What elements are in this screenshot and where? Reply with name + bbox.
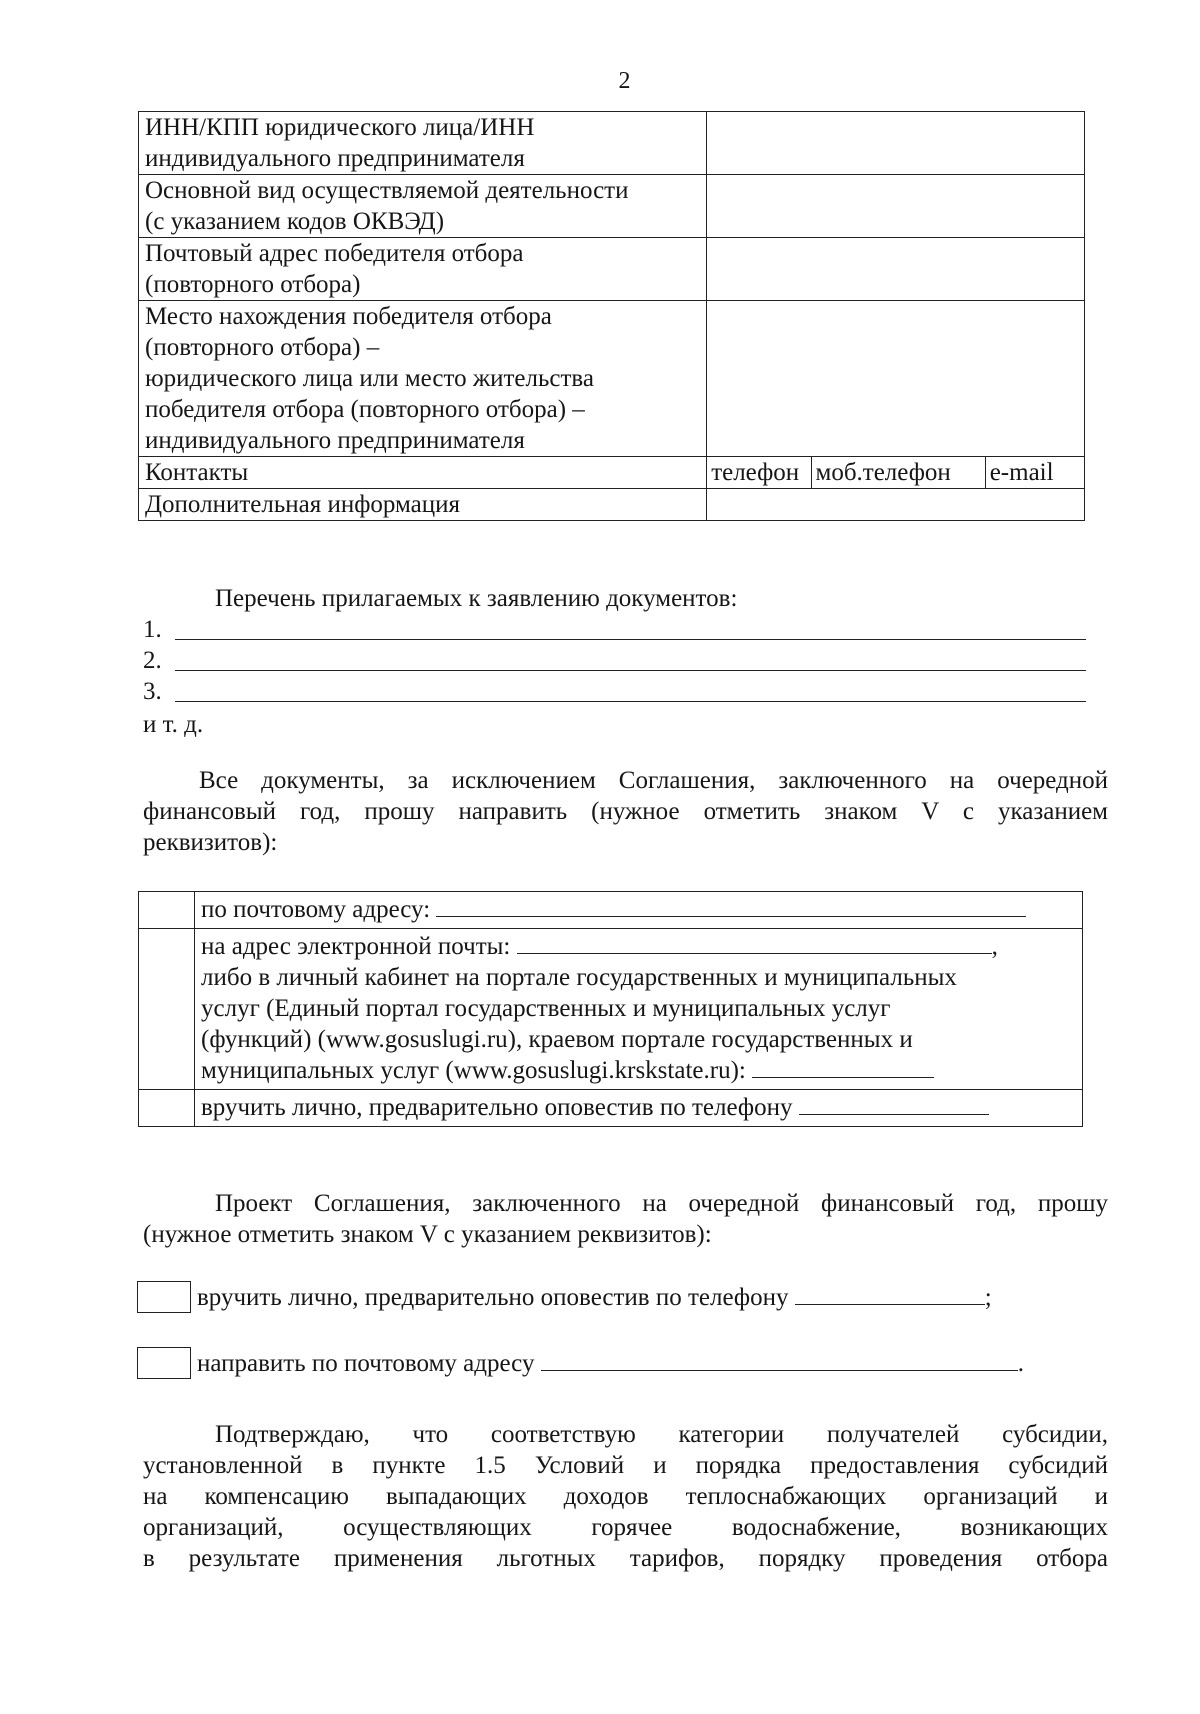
agreement-option-postal bbox=[197, 1348, 1024, 1379]
value-cell-activity[interactable] bbox=[707, 175, 1085, 238]
checkbox-email[interactable] bbox=[139, 929, 195, 1090]
label-line: (повторного отбора) bbox=[145, 271, 361, 298]
table-row bbox=[139, 1090, 1083, 1127]
doc-etc: и т. д. bbox=[143, 711, 204, 738]
row-label-activity bbox=[139, 175, 707, 238]
label-line: ИНН/КПП юридического лица/ИНН bbox=[145, 114, 535, 141]
label-line: юридического лица или место жительства bbox=[145, 365, 594, 392]
portal-blank[interactable] bbox=[752, 1055, 934, 1078]
option-email-line: либо в личный кабинет на портале государственных и муниципальных bbox=[201, 964, 957, 991]
label-line: (с указанием кодов ОКВЭД) bbox=[145, 208, 445, 235]
label-line: Основной вид осуществляемой деятельности bbox=[145, 177, 629, 204]
value-cell-additional[interactable] bbox=[707, 489, 1085, 521]
row-label-location bbox=[139, 301, 707, 457]
label-line: индивидуального предпринимателя bbox=[145, 427, 525, 454]
option-postal bbox=[195, 892, 1083, 929]
label-line: индивидуального предпринимателя bbox=[145, 145, 525, 172]
agreement-address-blank[interactable] bbox=[541, 1348, 1018, 1371]
table-row bbox=[139, 489, 1085, 521]
option-email-line: (функций) (www.gosuslugi.ru), краевом портале государственных и bbox=[201, 1026, 913, 1053]
row-label-additional: Дополнительная информация bbox=[139, 489, 707, 521]
confirmation-line: в результате применения льготных тарифов, порядку проведения отбора bbox=[143, 1545, 1108, 1572]
confirmation-line: установленной в пункте 1.5 Условий и порядка предоставления субсидий bbox=[143, 1452, 1108, 1479]
agreement-option-postal-label: направить по почтовому адресу bbox=[197, 1350, 535, 1377]
personal-phone-blank[interactable] bbox=[799, 1092, 989, 1115]
agreement-option-personal-label: вручить лично, предварительно оповестив по телефону bbox=[197, 1284, 789, 1311]
label-line: победителя отбора (повторного отбора) – bbox=[145, 396, 585, 423]
option-email-line bbox=[201, 931, 1076, 962]
option-personal bbox=[195, 1090, 1083, 1127]
label-line: Почтовый адрес победителя отбора bbox=[145, 240, 524, 267]
value-cell-inn[interactable] bbox=[707, 112, 1085, 175]
row-label-contacts: Контакты bbox=[139, 457, 707, 489]
postal-address-blank[interactable] bbox=[436, 894, 1026, 917]
doc-item-2-line[interactable] bbox=[175, 670, 1086, 671]
option-email-line bbox=[201, 1055, 1076, 1086]
table-row bbox=[139, 238, 1085, 301]
checkbox-personal[interactable] bbox=[139, 1090, 195, 1127]
doc-item-1-line[interactable] bbox=[175, 639, 1086, 640]
delivery-options-table bbox=[138, 891, 1083, 1127]
option-email bbox=[195, 929, 1083, 1090]
agreement-phone-blank[interactable] bbox=[795, 1282, 985, 1305]
checkbox-agreement-postal[interactable] bbox=[137, 1347, 191, 1379]
doc-item-number: 3. bbox=[143, 678, 162, 705]
agreement-intro-line: Проект Соглашения, заключенного на очередной финансовый год, прошу bbox=[215, 1190, 1108, 1217]
documents-heading: Перечень прилагаемых к заявлению документов: bbox=[215, 585, 738, 612]
value-cell-postal-address[interactable] bbox=[707, 238, 1085, 301]
table-row bbox=[139, 301, 1085, 457]
agreement-intro-line: (нужное отметить знаком V с указанием реквизитов): bbox=[143, 1221, 712, 1248]
table-row bbox=[139, 929, 1083, 1090]
contact-mobile-cell[interactable]: моб.телефон bbox=[811, 457, 985, 489]
confirmation-line: организаций, осуществляющих горячее водоснабжение, возникающих bbox=[143, 1514, 1108, 1541]
option-postal-label: по почтовому адресу: bbox=[201, 896, 431, 923]
agreement-opt2-end: . bbox=[1017, 1350, 1024, 1377]
delivery-intro-line: Все документы, за исключением Соглашения, заключенного на очередной bbox=[199, 767, 1108, 794]
confirmation-line: на компенсацию выпадающих доходов теплоснабжающих организаций и bbox=[143, 1483, 1108, 1510]
contact-phone-cell[interactable]: телефон bbox=[707, 457, 811, 489]
page-number: 2 bbox=[618, 68, 631, 94]
option-personal-label: вручить лично, предварительно оповестив по телефону bbox=[201, 1094, 793, 1121]
table-row bbox=[139, 457, 1085, 489]
applicant-info-table bbox=[138, 111, 1085, 521]
checkbox-postal[interactable] bbox=[139, 892, 195, 929]
table-row bbox=[139, 175, 1085, 238]
table-row bbox=[139, 112, 1085, 175]
doc-item-number: 2. bbox=[143, 647, 162, 674]
table-row bbox=[139, 892, 1083, 929]
agreement-option-personal bbox=[197, 1282, 992, 1313]
option-portal-label: муниципальных услуг (www.gosuslugi.krskstate.ru): bbox=[201, 1057, 746, 1084]
doc-item-number: 1. bbox=[143, 616, 162, 643]
doc-item-3-line[interactable] bbox=[175, 701, 1086, 702]
contact-email-cell[interactable]: e-mail bbox=[985, 457, 1084, 489]
delivery-intro-line: финансовый год, прошу направить (нужное отметить знаком V с указанием bbox=[143, 798, 1108, 825]
email-comma: , bbox=[991, 933, 998, 960]
checkbox-agreement-personal[interactable] bbox=[137, 1281, 191, 1313]
label-line: Место нахождения победителя отбора bbox=[145, 303, 552, 330]
email-blank[interactable] bbox=[517, 931, 992, 954]
agreement-opt1-end: ; bbox=[984, 1284, 992, 1311]
row-label-postal-address bbox=[139, 238, 707, 301]
option-email-label: на адрес электронной почты: bbox=[201, 933, 511, 960]
label-line: (повторного отбора) – bbox=[145, 334, 380, 361]
confirmation-line: Подтверждаю, что соответствую категории получателей субсидии, bbox=[215, 1421, 1108, 1448]
delivery-intro-line: реквизитов): bbox=[143, 829, 278, 856]
value-cell-location[interactable] bbox=[707, 301, 1085, 457]
row-label-inn bbox=[139, 112, 707, 175]
option-email-line: услуг (Единый портал государственных и муниципальных услуг bbox=[201, 995, 891, 1022]
